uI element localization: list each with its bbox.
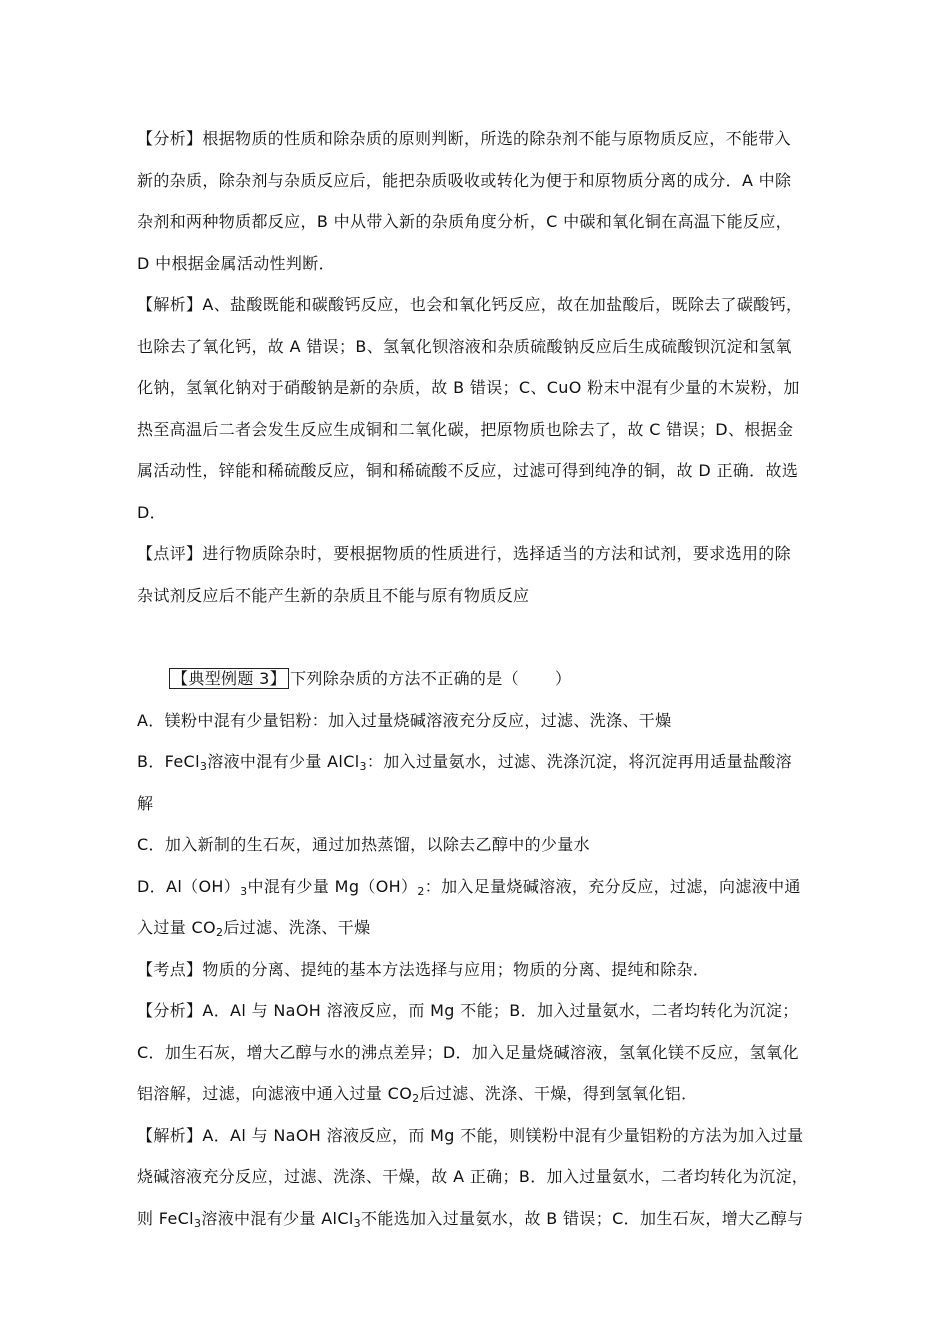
example-tag: 【典型例题 3】 bbox=[169, 668, 289, 689]
example-solution-line-3 bbox=[137, 1198, 827, 1240]
example-solution-text-c: 不能选加入过量氨水，故 B 错误；C．加生石灰，增大乙醇与 bbox=[361, 1208, 804, 1228]
solution-line-2: 也除去了氧化钙，故 A 错误；B、氢氧化钡溶液和杂质硫酸钠反应后生成硫酸钡沉淀和氢氧 bbox=[137, 336, 792, 356]
option-b-text-b: 溶液中混有少量 AlCl bbox=[207, 752, 360, 771]
section-spacer bbox=[137, 616, 827, 658]
option-b-text-c: ：加入过量氨水，过滤、洗涤沉淀，将沉淀再用适量盐酸溶 bbox=[366, 752, 792, 771]
solution-line-1: 【解析】A、盐酸既能和碳酸钙反应，也会和氧化钙反应，故在加盐酸后，既除去了碳酸钙， bbox=[137, 295, 803, 314]
solution-line-3: 化钠，氢氧化钠对于硝酸钠是新的杂质，故 B 错误；C、CuO 粉末中混有少量的木炭粉，加 bbox=[137, 378, 800, 397]
option-a: A．镁粉中混有少量铝粉：加入过量烧碱溶液充分反应，过滤、洗涤、干燥 bbox=[137, 710, 672, 730]
analysis-line-1: 【分析】根据物质的性质和除杂质的原则判断，所选的除杂剂不能与原物质反应，不能带入 bbox=[137, 129, 792, 148]
option-c: C．加入新制的生石灰，通过加热蒸馏，以除去乙醇中的少量水 bbox=[137, 835, 590, 854]
document-content bbox=[137, 118, 827, 1239]
example-question-end: ） bbox=[554, 669, 572, 688]
option-b-sub-2: 3 bbox=[359, 760, 367, 773]
example-analysis-sub: 2 bbox=[412, 1092, 420, 1105]
solution-line-6: D． bbox=[137, 502, 167, 522]
keypoint-line: 【考点】物质的分离、提纯的基本方法选择与应用；物质的分离、提纯和除杂． bbox=[137, 959, 710, 979]
option-b-sub-1: 3 bbox=[199, 760, 208, 773]
example-solution-sub-1: 3 bbox=[193, 1216, 202, 1230]
option-b-line-2: 解 bbox=[137, 793, 154, 813]
option-d-sub-1: 3 bbox=[240, 884, 248, 898]
example-analysis-line-1: 【分析】A．Al 与 NaOH 溶液反应，而 Mg 不能；B．加入过量氨水，二者均转化为沉淀； bbox=[137, 1001, 799, 1020]
example-solution-text-a: 则 FeCl bbox=[137, 1208, 194, 1228]
example-analysis-text-b: 后过滤、洗涤、干燥，得到氢氧化铝． bbox=[419, 1084, 698, 1103]
example-solution-line-1: 【解析】A．Al 与 NaOH 溶液反应，而 Mg 不能，则镁粉中混有少量铝粉的方法为加入过量 bbox=[137, 1125, 804, 1145]
example-question-text: 下列除杂质的方法不正确的是（ bbox=[290, 669, 519, 688]
option-d-line-1 bbox=[137, 866, 827, 908]
option-d-text-e: 后过滤、洗涤、干燥 bbox=[223, 918, 371, 937]
option-d-line-2 bbox=[137, 907, 827, 949]
option-b-text-a: B．FeCl bbox=[137, 752, 200, 771]
example-solution-sub-2: 3 bbox=[353, 1216, 361, 1230]
option-d-sub-3: 2 bbox=[215, 926, 224, 939]
comment-line-2: 杂试剂反应后不能产生新的杂质且不能与原有物质反应 bbox=[137, 585, 530, 605]
analysis-line-3: 杂剂和两种物质都反应，B 中从带入新的杂质角度分析，C 中碳和氧化铜在高温下能反应， bbox=[137, 212, 793, 231]
solution-line-4: 热至高温后二者会发生反应生成铜和二氧化碳，把原物质也除去了，故 C 错误；D、根据金 bbox=[137, 419, 794, 439]
option-d-text-d: 入过量 CO bbox=[137, 918, 216, 937]
example-solution-line-2: 烧碱溶液充分反应，过滤、洗涤、干燥，故 A 正确；B．加入过量氨水，二者均转化为沉淀， bbox=[137, 1167, 809, 1186]
analysis-line-2: 新的杂质，除杂剂与杂质反应后，能把杂质吸收或转化为便于和原物质分离的成分．A 中除 bbox=[137, 170, 792, 190]
solution-line-5: 属活动性，锌能和稀硫酸反应，铜和稀硫酸不反应，过滤可得到纯净的铜，故 D 正确．故选 bbox=[137, 461, 799, 480]
option-d-text-b: 中混有少量 Mg（OH） bbox=[247, 876, 418, 896]
example-question bbox=[137, 658, 827, 700]
example-analysis-text-a: 铝溶解，过滤，向滤液中通入过量 CO bbox=[137, 1084, 413, 1103]
option-d-sub-2: 2 bbox=[417, 884, 425, 898]
option-d-text-c: ：加入足量烧碱溶液，充分反应，过滤，向滤液中通 bbox=[424, 876, 801, 896]
option-b-line-1 bbox=[137, 741, 827, 783]
example-solution-text-b: 溶液中混有少量 AlCl bbox=[201, 1208, 354, 1228]
example-analysis-line-2: C．加生石灰，增大乙醇与水的沸点差异；D．加入足量烧碱溶液，氢氧化镁不反应，氢氧化 bbox=[137, 1042, 799, 1062]
analysis-line-4: D 中根据金属活动性判断． bbox=[137, 253, 335, 273]
example-analysis-line-3 bbox=[137, 1073, 827, 1115]
option-d-text-a: D．Al（OH） bbox=[137, 876, 241, 896]
comment-line-1: 【点评】进行物质除杂时，要根据物质的性质进行，选择适当的方法和试剂，要求选用的除 bbox=[137, 544, 792, 563]
